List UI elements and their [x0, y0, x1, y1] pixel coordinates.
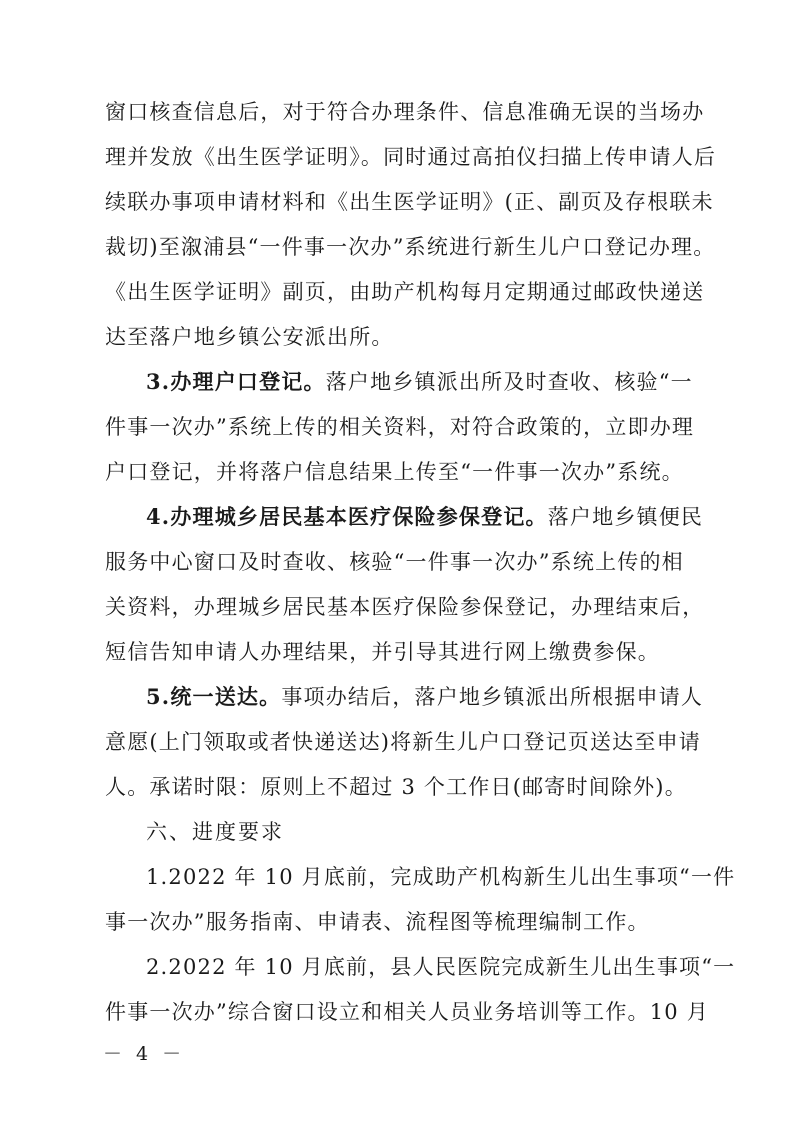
- paragraph-1-line-4: 裁切)至溆浦县“一件事一次办”系统进行新生儿户口登记办理。: [105, 235, 716, 259]
- paragraph-4-title: 5.统一送达。: [146, 684, 282, 709]
- paragraph-1-line-1: 窗口核查信息后，对于符合办理条件、信息准确无误的当场办: [105, 100, 705, 124]
- paragraph-3-line-4: 短信告知申请人办理结果，并引导其进行网上缴费参保。: [105, 640, 660, 664]
- paragraph-3-title: 4.办理城乡居民基本医疗保险参保登记。: [146, 504, 548, 529]
- paragraph-2-text: 落户地乡镇派出所及时查收、核验“一: [325, 370, 693, 394]
- paragraph-2-line-2: 件事一次办”系统上传的相关资料，对符合政策的，立即办理: [105, 415, 695, 439]
- paragraph-3-line-2: 服务中心窗口及时查收、核验“一件事一次办”系统上传的相: [105, 550, 684, 574]
- paragraph-3-line-1: [146, 502, 703, 532]
- paragraph-2-line-1: [146, 367, 693, 397]
- paragraph-4-line-3: 人。承诺时限：原则上不超过 3 个工作日(邮寄时间除外)。: [105, 775, 687, 799]
- paragraph-2-line-3: 户口登记，并将落户信息结果上传至“一件事一次办”系统。: [105, 460, 684, 484]
- page-number: － 4 －: [103, 1043, 186, 1065]
- paragraph-4-line-1: [146, 682, 703, 712]
- paragraph-2-title: 3.办理户口登记。: [146, 369, 326, 394]
- paragraph-1-line-6: 达至落户地乡镇公安派出所。: [105, 325, 394, 349]
- section-heading: 六、进度要求: [146, 820, 284, 844]
- paragraph-1-line-2: 理并发放《出生医学证明》。同时通过高拍仪扫描上传申请人后: [105, 145, 717, 169]
- progress-item-1-line-1: 1.2022 年 10 月底前，完成助产机构新生儿出生事项“一件: [146, 865, 736, 889]
- paragraph-3-line-3: 关资料，办理城乡居民基本医疗保险参保登记，办理结束后，: [105, 595, 705, 619]
- paragraph-4-text: 事项办结后，落户地乡镇派出所根据申请人: [281, 685, 704, 709]
- paragraph-4-line-2: 意愿(上门领取或者快递送达)将新生儿户口登记页送达至申请: [105, 730, 701, 754]
- paragraph-3-text: 落户地乡镇便民: [547, 505, 704, 529]
- progress-item-1-line-2: 事一次办”服务指南、申请表、流程图等梳理编制工作。: [105, 910, 650, 934]
- paragraph-1-line-5: 《出生医学证明》副页，由助产机构每月定期通过邮政快递送: [105, 280, 705, 304]
- progress-item-2-line-1: 2.2022 年 10 月底前，县人民医院完成新生儿出生事项“一: [146, 955, 736, 979]
- progress-item-2-line-2: 件事一次办”综合窗口设立和相关人员业务培训等工作。10 月: [105, 1000, 709, 1024]
- paragraph-1-line-3: 续联办事项申请材料和《出生医学证明》(正、副页及存根联未: [105, 190, 714, 214]
